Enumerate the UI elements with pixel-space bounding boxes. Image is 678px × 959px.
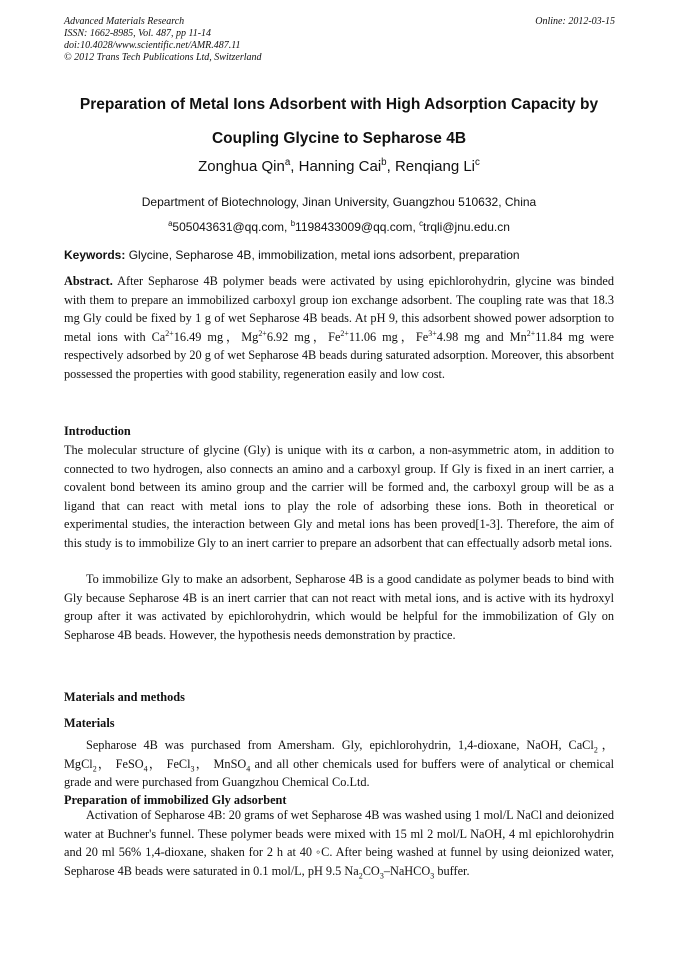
- charge-sup: 3+: [428, 328, 437, 338]
- journal-doi: doi:10.4028/www.scientific.net/AMR.487.11: [64, 40, 241, 51]
- journal-issn: ISSN: 1662-8985, Vol. 487, pp 11-14: [64, 28, 212, 39]
- preparation-text: CO: [362, 863, 380, 878]
- author-name: Zonghua Qin: [198, 158, 285, 175]
- materials-text: and all other chemicals used for buffers were of analytical or chemical grade and were purchased from Guangzhou Chemical Co.Ltd.: [64, 756, 614, 790]
- materials-text: Sepharose 4B was purchased from Amersham. Gly, epichlorohydrin, 1,4-dioxane, NaOH, CaCl: [86, 738, 594, 752]
- preparation-text: –NaHCO: [383, 863, 431, 878]
- journal-metadata: [64, 16, 262, 64]
- author-name: Renqiang Li: [394, 158, 476, 175]
- author-name: Hanning Cai: [298, 158, 382, 175]
- title-line-2: Coupling Glycine to Sepharose 4B: [211, 130, 467, 147]
- journal-copyright: © 2012 Trans Tech Publications Ltd, Switzerland: [64, 52, 262, 63]
- charge-sup: 2+: [258, 328, 267, 338]
- formula-sub: 4: [246, 764, 251, 774]
- email-mark: a: [168, 219, 173, 228]
- abstract-text: 6.92 mg，Fe: [266, 329, 341, 344]
- keywords-text: Glycine, Sepharose 4B, immobilization, metal ions adsorbent, preparation: [128, 248, 520, 262]
- paper-title: [40, 88, 638, 156]
- materials-text: ， MnSO: [194, 756, 247, 771]
- introduction-heading: Introduction: [64, 424, 131, 438]
- author-mark: a: [284, 157, 291, 168]
- introduction-paragraph-2: To immobilize Gly to make an adsorbent, Sepharose 4B is a good candidate as polymer beads to bind with Gly because Sepharose 4B is an inert carrier that can not react with metal ions, and is active with its hydroxyl group after it was activated by epichlorohydrin, which would be helpful for the immobilization of Gly on Sepharose 4B beads. However, the hypothesis needs demonstration by practice.: [64, 572, 614, 642]
- email-list: $^a$505043631@qq.com, $^b$1198433009@qq.com, $^c$trqli@jnu.edu.cn: [168, 219, 510, 234]
- author-mark: c: [475, 157, 480, 168]
- abstract-text: 11.84 mg were respectively adsorbed by 20 g of wet Sepharose 4B beads during saturated adsorption. Moreover, this absorbent possessed the properties with good stability, regeneration easily and low cost.: [64, 329, 615, 381]
- keywords: [64, 247, 614, 263]
- abstract-text: 4.98 mg and Mn: [436, 329, 527, 344]
- materials-text: ， FeSO: [96, 756, 144, 771]
- materials-paragraph: [64, 736, 614, 792]
- abstract-paragraph: [64, 272, 614, 384]
- preparation-paragraph: [64, 806, 614, 880]
- formula-sub: 3: [430, 871, 435, 881]
- affiliation: Department of Biotechnology, Jinan University, Guangzhou 510632, China: [141, 195, 537, 209]
- keywords-label: Keywords:: [64, 248, 126, 262]
- preparation-text: buffer.: [434, 863, 470, 878]
- preparation-heading: Preparation of immobilized Gly adsorbent: [64, 793, 287, 807]
- methods-heading: Materials and methods: [64, 690, 185, 704]
- email-mark: b: [290, 219, 296, 228]
- email-address: 505043631@qq.com: [172, 220, 285, 234]
- abstract-label: Abstract.: [64, 274, 113, 288]
- formula-sub: 4: [143, 764, 148, 774]
- abstract-text: 11.06 mg，Fe: [348, 329, 429, 344]
- formula-sub: 2: [92, 764, 97, 774]
- preparation-text: Activation of Sepharose 4B: 20 grams of wet Sepharose 4B was washed using 1 mol/L NaCl and deionized water at Buchner's funnel. These polymer beads were mixed with 15 ml 2 mol/L NaOH, 4 ml epichlorohydrin and 20 ml 56% 1,4-dioxane, shaken for 2 h at 40 ◦C. After being washed at funnel by using deionized water, Sepharose 4B beads were saturated in 0.1 mol/L, pH 9.5 Na: [64, 808, 614, 878]
- charge-sup: 2+: [165, 328, 174, 338]
- formula-sub: 2: [358, 871, 363, 881]
- email-mark: c: [419, 219, 424, 228]
- materials-heading: Materials: [64, 716, 115, 730]
- materials-text: ， MgCl: [64, 738, 614, 771]
- author-list: Zonghua Qin$^a$, Hanning Cai$^b$, Renqiang Li$^c$: [198, 157, 480, 175]
- formula-sub: 2: [593, 745, 598, 755]
- materials-text: ， FeCl: [147, 756, 191, 771]
- journal-name: Advanced Materials Research: [64, 16, 185, 27]
- email-address: trqli@jnu.edu.cn: [423, 220, 510, 234]
- abstract-text: 16.49 mg，Mg: [173, 329, 259, 344]
- online-date: Online: 2012-03-15: [535, 16, 615, 27]
- charge-sup: 2+: [526, 328, 536, 338]
- introduction-paragraph-1: The molecular structure of glycine (Gly) is unique with its α carbon, a non-asymmetric atom, in addition to connected to two hydrogen, also connects an amino and a carboxyl group. If Gly is fixed in an inert carrier, a covalent bond between its amino group and the carrier will be formed and, the carboxyl group will be as a ligand that can react with metal ions to play the role of adsorbing these ions. Both in theoretical or experimental studies, the interaction between Gly and metal ions has been proved[1-3]. Therefore, the aim of this study is to immobilize Gly to an inert carrier to prepare an adsorbent that can effectually adsorb metal ions.: [64, 443, 614, 550]
- charge-sup: 2+: [340, 328, 349, 338]
- abstract-text: After Sepharose 4B polymer beads were activated by using epichlorohydrin, glycine was binded with them to prepare an immobilized carboxyl group ion exchange adsorbent. The coupling rate was that 18.3 mg Gly could be fixed by 1 g of wet Sepharose 4B beads. At pH 9, this adsorbent showed power adsorption to metal ions with Ca: [64, 274, 614, 344]
- formula-sub: 3: [379, 871, 384, 881]
- email-address: 1198433009@qq.com: [295, 220, 413, 234]
- formula-sub: 3: [190, 764, 195, 774]
- title-line-1: Preparation of Metal Ions Adsorbent with High Adsorption Capacity by: [79, 96, 599, 113]
- author-mark: b: [381, 157, 387, 168]
